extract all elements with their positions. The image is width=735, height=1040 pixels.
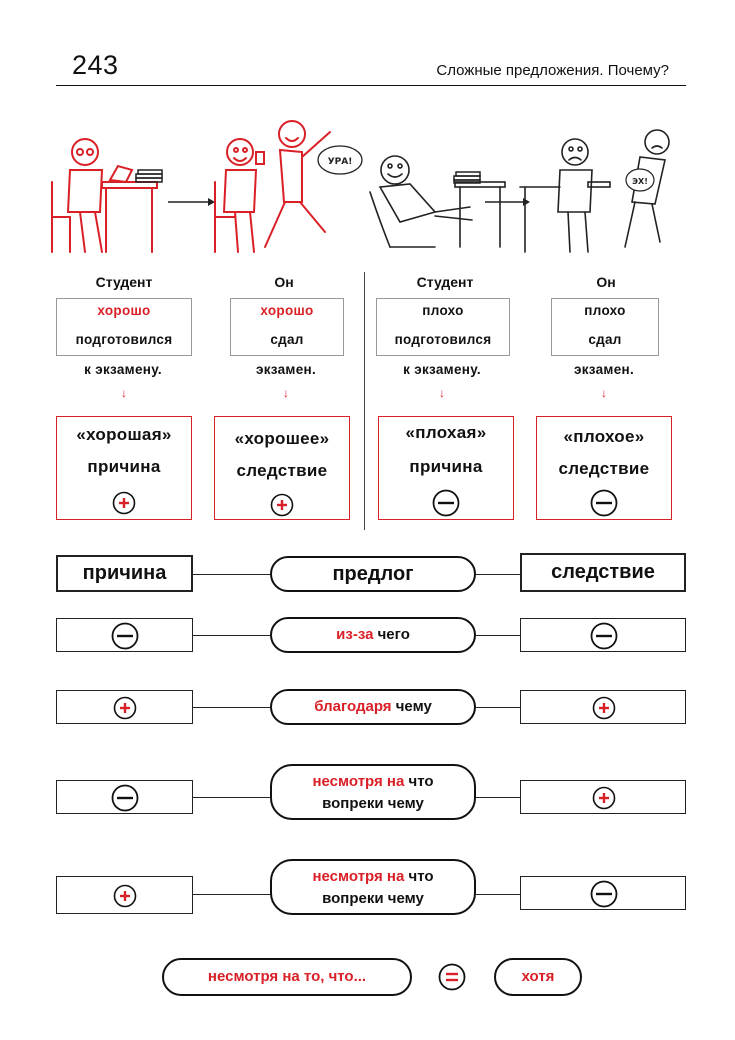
student-failing-figure: [520, 130, 669, 252]
connector-line: [193, 707, 271, 708]
effect-box-row4: [520, 876, 686, 910]
col2-line1: хорошо: [260, 303, 314, 318]
col2-line2: сдал: [270, 332, 304, 347]
conjunction-left-text: несмотря на то, что...: [207, 968, 367, 985]
col2-sentence-box: [230, 298, 344, 356]
connector-line: [476, 894, 520, 895]
col3-concept-line1: «плохая»: [405, 423, 487, 442]
col1-line2: подготовился: [75, 332, 173, 347]
conjunction-right-text: хотя: [521, 968, 555, 985]
preposition-red: несмотря на: [312, 773, 405, 790]
student-passing-figure: [215, 121, 330, 252]
col1-line1: хорошо: [97, 303, 151, 318]
plus-icon: [112, 491, 136, 515]
speech-bubble-1: [318, 146, 362, 174]
student-exam-illustration: [40, 112, 700, 262]
connector-line: [476, 797, 520, 798]
student-lazy-figure: [370, 156, 505, 247]
student-studying-figure: [52, 139, 157, 252]
col1-line3: к экзамену.: [84, 362, 162, 377]
col4-line2: сдал: [588, 332, 622, 347]
page-number: 243: [72, 50, 119, 80]
effect-box-row2: [520, 690, 686, 724]
bubble-text-1: УРА!: [327, 157, 353, 167]
down-arrow-icon: ↓: [121, 386, 127, 400]
col1-concept-line1: «хорошая»: [76, 425, 172, 444]
cause-header-box: [56, 555, 193, 592]
preposition-question: что: [404, 868, 434, 885]
connector-line: [193, 574, 271, 575]
col4-concept-line1: «плохое»: [563, 427, 645, 446]
preposition-alt: вопреки чему: [322, 795, 424, 812]
preposition-header-label: предлог: [332, 563, 414, 585]
cause-box-row4: [56, 876, 193, 914]
plus-icon: [113, 884, 137, 913]
plus-icon: [592, 696, 616, 725]
cause-header-label: причина: [82, 562, 167, 584]
effect-header-box: [520, 553, 686, 592]
plus-icon: [113, 696, 137, 725]
cause-box-row2: [56, 690, 193, 724]
col3-concept-line2: причина: [409, 457, 483, 476]
col4-concept-box: [536, 416, 672, 520]
col4-sentence-box: [551, 298, 659, 356]
col3-title: Студент: [416, 274, 474, 290]
preposition-alt: вопреки чему: [322, 890, 424, 907]
plus-icon: [592, 786, 616, 815]
preposition-pill-row3: [270, 764, 476, 820]
col3-line1: плохо: [422, 303, 464, 318]
preposition-red: благодаря: [314, 698, 392, 715]
minus-icon: [111, 622, 139, 655]
col3-line2: подготовился: [394, 332, 492, 347]
col1-concept-line2: причина: [87, 457, 161, 476]
preposition-question: чего: [373, 626, 410, 643]
col3-concept-box: [378, 416, 514, 520]
col2-line3: экзамен.: [255, 362, 317, 377]
plus-icon: [270, 493, 294, 517]
col2-concept-line1: «хорошее»: [234, 429, 330, 448]
minus-icon: [432, 489, 460, 517]
cause-box-row1: [56, 618, 193, 652]
effect-box-row1: [520, 618, 686, 652]
connector-line: [193, 635, 271, 636]
effect-box-row3: [520, 780, 686, 814]
preposition-question: что: [404, 773, 434, 790]
preposition-red: несмотря на: [312, 868, 405, 885]
col1-sentence-box: [56, 298, 192, 356]
down-arrow-icon: ↓: [601, 386, 607, 400]
bubble-text-2: ЭХ!: [632, 177, 648, 186]
col2-concept-line2: следствие: [236, 461, 328, 480]
col2-concept-box: [214, 416, 350, 520]
connector-line: [476, 635, 520, 636]
minus-icon: [590, 489, 618, 517]
column-divider: [364, 272, 365, 530]
equals-icon: [438, 963, 466, 996]
connector-line: [476, 574, 520, 575]
down-arrow-icon: ↓: [283, 386, 289, 400]
down-arrow-icon: ↓: [439, 386, 445, 400]
effect-header-label: следствие: [551, 561, 655, 583]
connector-line: [476, 707, 520, 708]
preposition-pill-row1: [270, 617, 476, 653]
connector-line: [193, 894, 271, 895]
col3-sentence-box: [376, 298, 510, 356]
col1-title: Студент: [95, 274, 153, 290]
cause-box-row3: [56, 780, 193, 814]
col4-title: Он: [596, 274, 616, 290]
col2-title: Он: [274, 274, 294, 290]
header-divider: [56, 85, 686, 86]
col4-line3: экзамен.: [573, 362, 635, 377]
preposition-header-pill: [270, 556, 476, 592]
conjunction-pill-right: [494, 958, 582, 996]
col3-line3: к экзамену.: [403, 362, 481, 377]
preposition-pill-row2: [270, 689, 476, 725]
col1-concept-box: [56, 416, 192, 520]
minus-icon: [590, 880, 618, 913]
page-title: Сложные предложения. Почему?: [436, 62, 669, 79]
speech-bubble-2: [626, 169, 654, 191]
minus-icon: [590, 622, 618, 655]
col4-line1: плохо: [584, 303, 626, 318]
minus-icon: [111, 784, 139, 817]
conjunction-pill-left: [162, 958, 412, 996]
preposition-red: из-за: [336, 626, 374, 643]
preposition-question: чему: [391, 698, 432, 715]
col4-concept-line2: следствие: [558, 459, 650, 478]
connector-line: [193, 797, 271, 798]
preposition-pill-row4: [270, 859, 476, 915]
